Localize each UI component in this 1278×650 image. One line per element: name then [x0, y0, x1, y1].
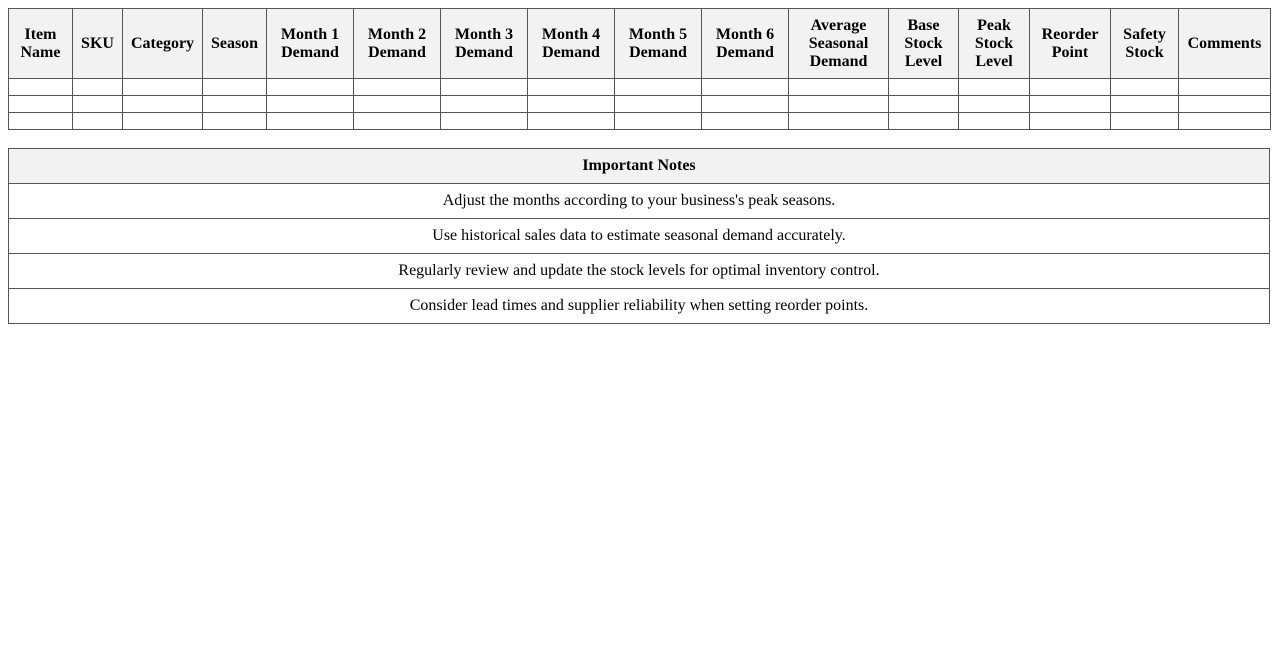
table-cell[interactable]: [1111, 79, 1179, 96]
table-cell[interactable]: [354, 96, 441, 113]
header-base-stock-level: Base Stock Level: [889, 9, 959, 79]
table-cell[interactable]: [203, 96, 267, 113]
header-month-4-demand: Month 4 Demand: [528, 9, 615, 79]
table-cell[interactable]: [1030, 113, 1111, 130]
table-cell[interactable]: [123, 113, 203, 130]
table-cell[interactable]: [789, 113, 889, 130]
table-cell[interactable]: [959, 79, 1030, 96]
table-cell[interactable]: [73, 96, 123, 113]
table-cell[interactable]: [528, 96, 615, 113]
table-cell[interactable]: [615, 113, 702, 130]
table-cell[interactable]: [702, 113, 789, 130]
note-row: [9, 254, 1270, 289]
header-month-1-demand: Month 1 Demand: [267, 9, 354, 79]
table-cell[interactable]: [203, 79, 267, 96]
table-cell[interactable]: [702, 79, 789, 96]
header-season: Season: [203, 9, 267, 79]
table-cell[interactable]: [528, 79, 615, 96]
header-category: Category: [123, 9, 203, 79]
header-safety-stock: Safety Stock: [1111, 9, 1179, 79]
table-cell[interactable]: [889, 113, 959, 130]
header-sku: SKU: [73, 9, 123, 79]
header-comments: Comments: [1179, 9, 1271, 79]
table-cell[interactable]: [528, 113, 615, 130]
table-cell[interactable]: [615, 79, 702, 96]
table-cell[interactable]: [959, 113, 1030, 130]
header-month-2-demand: Month 2 Demand: [354, 9, 441, 79]
note-item: Consider lead times and supplier reliability when setting reorder points.: [9, 289, 1270, 324]
header-month-3-demand: Month 3 Demand: [441, 9, 528, 79]
table-cell[interactable]: [9, 79, 73, 96]
table-cell[interactable]: [702, 96, 789, 113]
header-peak-stock-level: Peak Stock Level: [959, 9, 1030, 79]
table-cell[interactable]: [1179, 96, 1271, 113]
table-cell[interactable]: [615, 96, 702, 113]
table-cell[interactable]: [267, 113, 354, 130]
table-cell[interactable]: [441, 113, 528, 130]
note-item: Use historical sales data to estimate seasonal demand accurately.: [9, 219, 1270, 254]
header-item-name: Item Name: [9, 9, 73, 79]
table-cell[interactable]: [441, 79, 528, 96]
table-cell[interactable]: [73, 79, 123, 96]
inventory-table: [8, 8, 1271, 130]
table-cell[interactable]: [267, 96, 354, 113]
table-cell[interactable]: [959, 96, 1030, 113]
notes-header-row: [9, 149, 1270, 184]
table-cell[interactable]: [354, 79, 441, 96]
table-row: [9, 79, 1271, 96]
note-row: [9, 289, 1270, 324]
note-row: [9, 219, 1270, 254]
header-month-5-demand: Month 5 Demand: [615, 9, 702, 79]
table-cell[interactable]: [1179, 113, 1271, 130]
page-content: [8, 8, 1270, 324]
table-cell[interactable]: [267, 79, 354, 96]
table-cell[interactable]: [889, 96, 959, 113]
table-cell[interactable]: [1179, 79, 1271, 96]
table-cell[interactable]: [1111, 96, 1179, 113]
note-item: Adjust the months according to your business's peak seasons.: [9, 184, 1270, 219]
table-cell[interactable]: [1030, 96, 1111, 113]
header-average-seasonal-demand: Average Seasonal Demand: [789, 9, 889, 79]
table-header-row: [9, 9, 1271, 79]
table-cell[interactable]: [9, 96, 73, 113]
header-month-6-demand: Month 6 Demand: [702, 9, 789, 79]
table-cell[interactable]: [123, 79, 203, 96]
table-cell[interactable]: [889, 79, 959, 96]
note-row: [9, 184, 1270, 219]
table-cell[interactable]: [789, 96, 889, 113]
table-cell[interactable]: [203, 113, 267, 130]
notes-title: Important Notes: [9, 149, 1270, 184]
table-row: [9, 113, 1271, 130]
note-item: Regularly review and update the stock levels for optimal inventory control.: [9, 254, 1270, 289]
table-cell[interactable]: [441, 96, 528, 113]
header-reorder-point: Reorder Point: [1030, 9, 1111, 79]
table-cell[interactable]: [1030, 79, 1111, 96]
table-cell[interactable]: [73, 113, 123, 130]
table-cell[interactable]: [9, 113, 73, 130]
table-cell[interactable]: [354, 113, 441, 130]
table-cell[interactable]: [789, 79, 889, 96]
table-cell[interactable]: [123, 96, 203, 113]
table-cell[interactable]: [1111, 113, 1179, 130]
important-notes-table: [8, 148, 1270, 324]
table-row: [9, 96, 1271, 113]
